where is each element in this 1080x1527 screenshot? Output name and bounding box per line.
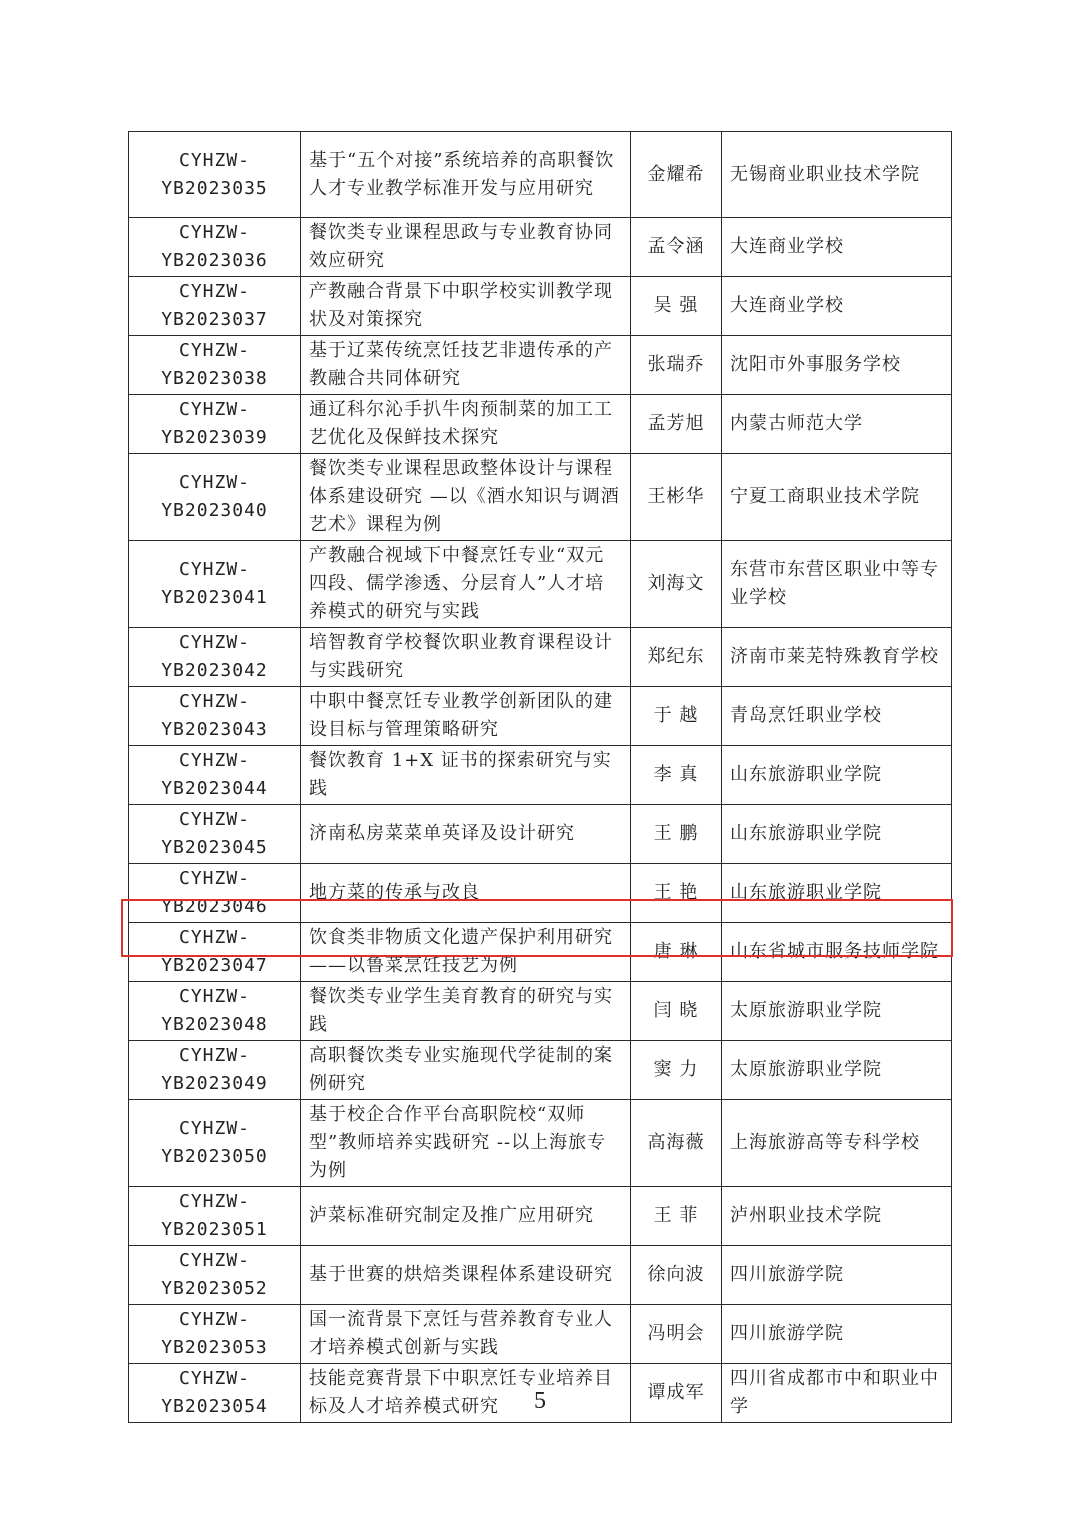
leader-name-cell: 刘海文 [631,541,722,628]
project-code-cell: CYHZW-YB2023054 [129,1364,301,1423]
table-row [129,982,952,1041]
project-code-cell: CYHZW-YB2023052 [129,1246,301,1305]
table-row [129,395,952,454]
leader-name-cell: 孟芳旭 [631,395,722,454]
table-row [129,1041,952,1100]
organization-cell: 四川旅游学院 [722,1305,952,1364]
leader-name-cell: 李 真 [631,746,722,805]
project-code-cell: CYHZW-YB2023048 [129,982,301,1041]
project-code-cell: CYHZW-YB2023039 [129,395,301,454]
project-title-cell: 基于“五个对接”系统培养的高职餐饮人才专业教学标准开发与应用研究 [301,132,631,218]
project-title-cell: 济南私房菜菜单英译及设计研究 [301,805,631,864]
project-code-cell: CYHZW-YB2023036 [129,218,301,277]
leader-name-cell: 徐向波 [631,1246,722,1305]
project-title-cell: 饮食类非物质文化遗产保护利用研究——以鲁菜烹饪技艺为例 [301,923,631,982]
leader-name-cell: 王 菲 [631,1187,722,1246]
project-title-cell: 产教融合背景下中职学校实训教学现状及对策探究 [301,277,631,336]
organization-cell: 无锡商业职业技术学院 [722,132,952,218]
project-code-cell: CYHZW-YB2023043 [129,687,301,746]
project-code-cell: CYHZW-YB2023040 [129,454,301,541]
table-row [129,1100,952,1187]
project-code-cell: CYHZW-YB2023035 [129,132,301,218]
leader-name-cell: 王 艳 [631,864,722,923]
organization-cell: 沈阳市外事服务学校 [722,336,952,395]
project-table [128,131,952,1423]
project-title-cell: 国一流背景下烹饪与营养教育专业人才培养模式创新与实践 [301,1305,631,1364]
project-title-cell: 餐饮类专业课程思政与专业教育协同效应研究 [301,218,631,277]
leader-name-cell: 闫 晓 [631,982,722,1041]
organization-cell: 东营市东营区职业中等专业学校 [722,541,952,628]
table-row [129,454,952,541]
organization-cell: 大连商业学校 [722,218,952,277]
organization-cell: 泸州职业技术学院 [722,1187,952,1246]
organization-cell: 宁夏工商职业技术学院 [722,454,952,541]
project-title-cell: 中职中餐烹饪专业教学创新团队的建设目标与管理策略研究 [301,687,631,746]
leader-name-cell: 吴 强 [631,277,722,336]
leader-name-cell: 于 越 [631,687,722,746]
table-row [129,1305,952,1364]
organization-cell: 山东旅游职业学院 [722,746,952,805]
leader-name-cell: 谭成军 [631,1364,722,1423]
leader-name-cell: 郑纪东 [631,628,722,687]
organization-cell: 四川旅游学院 [722,1246,952,1305]
project-title-cell: 基于辽菜传统烹饪技艺非遗传承的产教融合共同体研究 [301,336,631,395]
leader-name-cell: 金耀希 [631,132,722,218]
table-row [129,132,952,218]
organization-cell: 太原旅游职业学院 [722,1041,952,1100]
organization-cell: 青岛烹饪职业学校 [722,687,952,746]
table-row [129,218,952,277]
project-title-cell: 基于世赛的烘焙类课程体系建设研究 [301,1246,631,1305]
project-code-cell: CYHZW-YB2023044 [129,746,301,805]
table-row [129,805,952,864]
project-code-cell: CYHZW-YB2023050 [129,1100,301,1187]
project-code-cell: CYHZW-YB2023053 [129,1305,301,1364]
leader-name-cell: 窦 力 [631,1041,722,1100]
project-code-cell: CYHZW-YB2023045 [129,805,301,864]
project-title-cell: 餐饮教育 1+X 证书的探索研究与实践 [301,746,631,805]
page-number: 5 [534,1388,546,1414]
project-code-cell: CYHZW-YB2023038 [129,336,301,395]
table-row-highlighted [129,923,952,982]
project-code-cell: CYHZW-YB2023042 [129,628,301,687]
project-title-cell: 产教融合视域下中餐烹饪专业“双元四段、儒学渗透、分层育人”人才培养模式的研究与实践 [301,541,631,628]
table-row [129,541,952,628]
project-code-cell: CYHZW-YB2023051 [129,1187,301,1246]
table-row [129,687,952,746]
project-title-cell: 餐饮类专业课程思政整体设计与课程体系建设研究 —以《酒水知识与调酒艺术》课程为例 [301,454,631,541]
organization-cell: 四川省成都市中和职业中学 [722,1364,952,1423]
table-row [129,628,952,687]
project-title-cell: 地方菜的传承与改良 [301,864,631,923]
organization-cell: 山东旅游职业学院 [722,805,952,864]
leader-name-cell: 王 鹏 [631,805,722,864]
leader-name-cell: 王彬华 [631,454,722,541]
project-code-cell: CYHZW-YB2023049 [129,1041,301,1100]
leader-name-cell: 孟令涵 [631,218,722,277]
table-row [129,1246,952,1305]
project-code-cell: CYHZW-YB2023047 [129,923,301,982]
leader-name-cell: 唐 琳 [631,923,722,982]
organization-cell: 太原旅游职业学院 [722,982,952,1041]
organization-cell: 内蒙古师范大学 [722,395,952,454]
organization-cell: 大连商业学校 [722,277,952,336]
project-title-cell: 泸菜标准研究制定及推广应用研究 [301,1187,631,1246]
project-code-cell: CYHZW-YB2023041 [129,541,301,628]
leader-name-cell: 冯明会 [631,1305,722,1364]
project-title-cell: 培智教育学校餐饮职业教育课程设计与实践研究 [301,628,631,687]
table-row [129,1187,952,1246]
project-title-cell: 通辽科尔沁手扒牛肉预制菜的加工工艺优化及保鲜技术探究 [301,395,631,454]
project-title-cell: 技能竞赛背景下中职烹饪专业培养目标及人才培养模式研究 [301,1364,631,1423]
project-title-cell: 高职餐饮类专业实施现代学徒制的案例研究 [301,1041,631,1100]
table-row [129,336,952,395]
leader-name-cell: 张瑞乔 [631,336,722,395]
project-code-cell: CYHZW-YB2023046 [129,864,301,923]
organization-cell: 山东省城市服务技师学院 [722,923,952,982]
organization-cell: 山东旅游职业学院 [722,864,952,923]
project-table-body [129,132,952,1423]
project-title-cell: 基于校企合作平台高职院校“双师型”教师培养实践研究 --以上海旅专为例 [301,1100,631,1187]
project-title-cell: 餐饮类专业学生美育教育的研究与实践 [301,982,631,1041]
leader-name-cell: 高海薇 [631,1100,722,1187]
table-row [129,746,952,805]
table-row [129,864,952,923]
organization-cell: 上海旅游高等专科学校 [722,1100,952,1187]
project-code-cell: CYHZW-YB2023037 [129,277,301,336]
table-row [129,277,952,336]
organization-cell: 济南市莱芜特殊教育学校 [722,628,952,687]
